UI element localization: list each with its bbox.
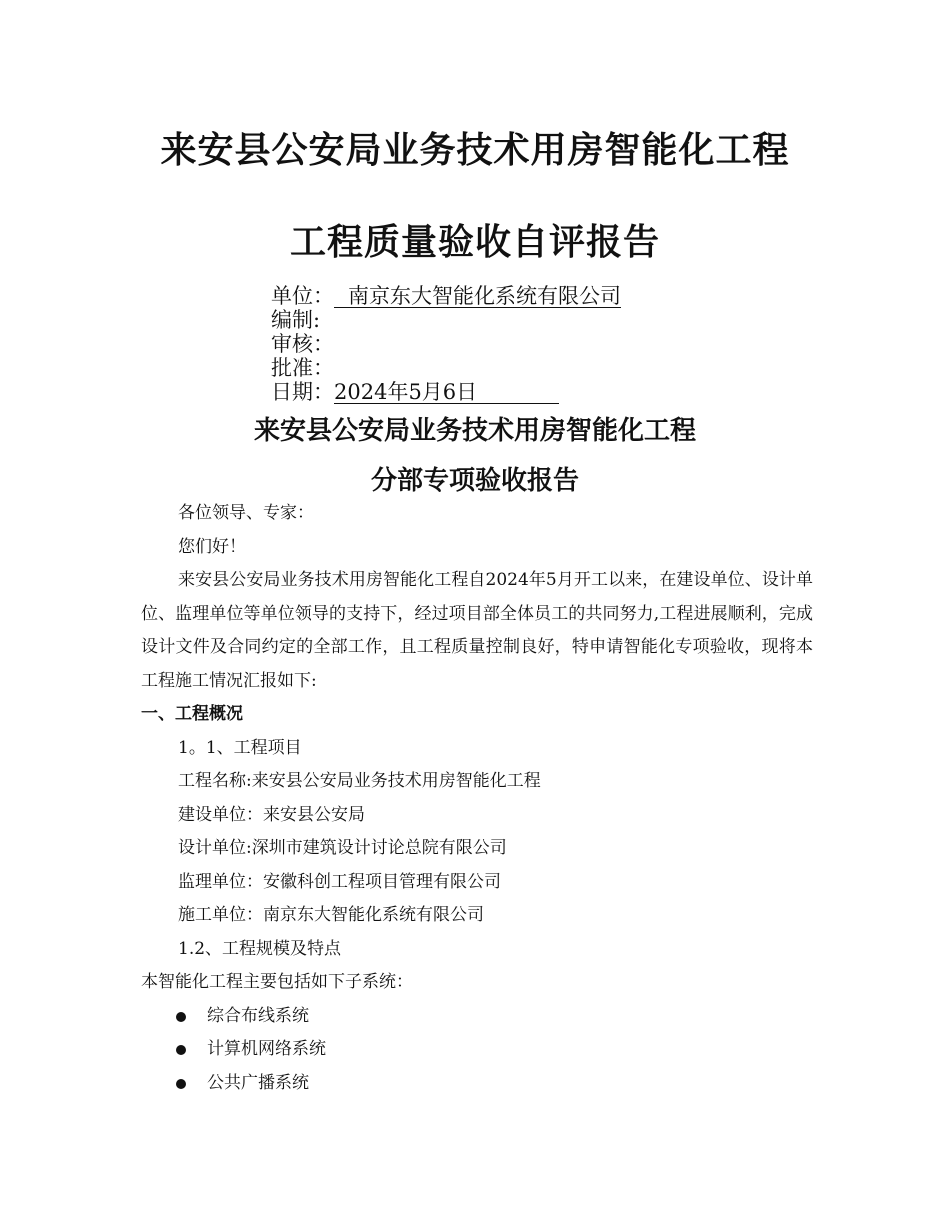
report-title-line1: 来安县公安局业务技术用房智能化工程 bbox=[160, 130, 790, 171]
subheading-scale: 1.2、工程规模及特点 bbox=[178, 938, 342, 959]
list-item bbox=[141, 1067, 813, 1101]
bullet-icon bbox=[176, 1012, 186, 1022]
meta-unit-label: 单位： bbox=[271, 284, 334, 308]
project-name-text: 工程名称:来安县公安局业务技术用房智能化工程 bbox=[178, 771, 541, 791]
contractor-text: 施工单位：南京东大智能化系统有限公司 bbox=[178, 905, 484, 925]
designer-text: 设计单位:深圳市建筑设计讨论总院有限公司 bbox=[178, 838, 507, 858]
builder-text: 建设单位：来安县公安局 bbox=[178, 804, 365, 825]
meta-review-label: 审核： bbox=[271, 332, 334, 356]
scope-intro-text: 本智能化工程主要包括如下子系统： bbox=[141, 972, 413, 992]
bullet-icon bbox=[176, 1079, 186, 1089]
supervisor-text: 监理单位：安徽科创工程项目管理有限公司 bbox=[178, 871, 501, 892]
report-meta-block bbox=[271, 284, 621, 404]
subheading-project: 1。1、工程项目 bbox=[178, 737, 302, 758]
section-title-line2: 分部专项验收报告 bbox=[370, 466, 579, 496]
meta-date-row bbox=[271, 380, 621, 404]
section-heading-overview: 一、工程概况 bbox=[141, 704, 243, 724]
list-item bbox=[141, 1033, 813, 1067]
greeting-text: 各位领导、专家： bbox=[178, 503, 314, 523]
meta-date-label: 日期： bbox=[271, 380, 334, 404]
meta-date-value: 2024年5月6日 bbox=[334, 381, 559, 404]
list-item bbox=[141, 1000, 813, 1034]
report-title-line2: 工程质量验收自评报告 bbox=[289, 222, 660, 263]
subsystem-label: 综合布线系统 bbox=[207, 1005, 309, 1026]
hello-text: 您们好！ bbox=[178, 536, 246, 557]
meta-approve-row bbox=[271, 356, 621, 380]
meta-unit-value: 南京东大智能化系统有限公司 bbox=[334, 285, 621, 308]
meta-unit-row bbox=[271, 284, 621, 308]
meta-review-row bbox=[271, 332, 621, 356]
meta-compile-row bbox=[271, 308, 621, 332]
subsystem-label: 公共广播系统 bbox=[207, 1072, 309, 1093]
bullet-icon bbox=[176, 1045, 186, 1055]
intro-paragraph: 来安县公安局业务技术用房智能化工程自2024年5月开工以来，在建设单位、设计单位、监理单位等单位领导的支持下，经过项目部全体员工的共同努力,工程进展顺利，完成设计文件及合同约定的全部工作，且工程质量控制良好，特申请智能化专项验收，现将本工程施工情况汇报如下: bbox=[141, 570, 813, 691]
subsystem-label: 计算机网络系统 bbox=[207, 1039, 326, 1059]
meta-approve-label: 批准： bbox=[271, 356, 334, 380]
report-body bbox=[141, 497, 813, 1100]
subsystem-list bbox=[141, 1000, 813, 1101]
section-title-line1: 来安县公安局业务技术用房智能化工程 bbox=[253, 416, 696, 446]
meta-compile-label: 编制: bbox=[271, 308, 321, 332]
